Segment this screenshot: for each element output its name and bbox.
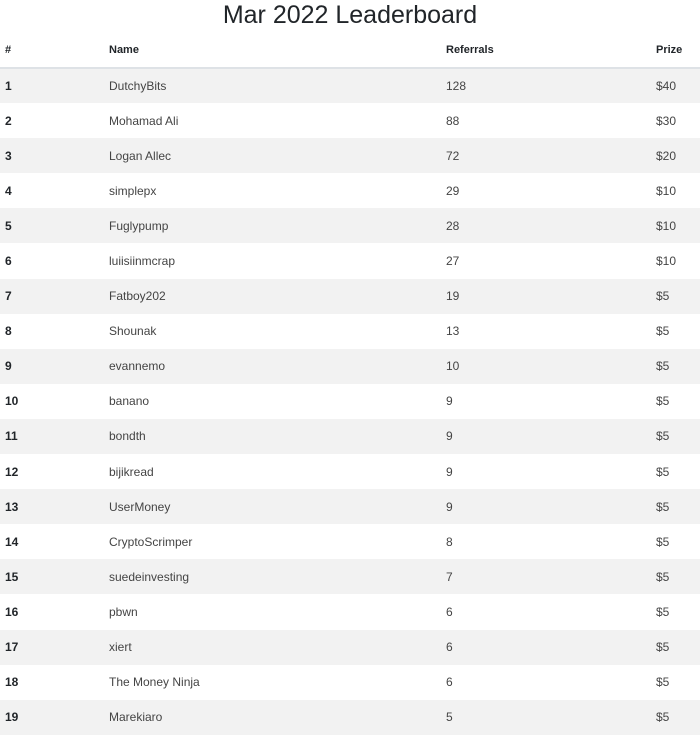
table-row: [0, 384, 700, 419]
table-row: [0, 138, 700, 173]
rank-cell: 5: [5, 218, 12, 233]
table-row: [0, 314, 700, 349]
prize-cell: $5: [656, 710, 670, 725]
referrals-cell: 6: [446, 640, 453, 655]
rank-cell: 10: [5, 394, 19, 409]
table-row: [0, 559, 700, 594]
table-row: [0, 103, 700, 138]
name-cell: suedeinvesting: [109, 569, 190, 584]
name-cell: Marekiaro: [109, 710, 163, 725]
name-cell: evannemo: [109, 359, 166, 374]
rank-cell: 3: [5, 148, 12, 163]
prize-cell: $10: [656, 183, 677, 198]
referrals-cell: 13: [446, 324, 460, 339]
rank-cell: 4: [5, 183, 12, 198]
name-cell: xiert: [109, 640, 132, 655]
rank-cell: 2: [5, 113, 12, 128]
table-row: [0, 594, 700, 629]
table-row: [0, 454, 700, 489]
prize-cell: $40: [656, 79, 677, 94]
prize-cell: $5: [656, 640, 670, 655]
referrals-cell: 72: [446, 148, 460, 163]
name-cell: CryptoScrimper: [109, 534, 193, 549]
referrals-cell: 19: [446, 289, 460, 304]
table-row: [0, 419, 700, 454]
name-cell: The Money Ninja: [109, 675, 200, 690]
prize-cell: $5: [656, 534, 670, 549]
prize-cell: $30: [656, 113, 677, 128]
rank-cell: 6: [5, 254, 12, 269]
prize-cell: $5: [656, 359, 670, 374]
page-title: Mar 2022 Leaderboard: [222, 1, 478, 29]
name-cell: luiisiinmcrap: [109, 254, 176, 269]
name-cell: bondth: [109, 429, 146, 444]
rank-cell: 15: [5, 569, 19, 584]
table-header: [0, 32, 700, 68]
table-row: [0, 489, 700, 524]
prize-cell: $5: [656, 324, 670, 339]
referrals-cell: 7: [446, 569, 453, 584]
column-header-rank: #: [5, 43, 12, 56]
prize-cell: $5: [656, 675, 670, 690]
table-row: [0, 524, 700, 559]
referrals-cell: 88: [446, 113, 460, 128]
prize-cell: $20: [656, 148, 677, 163]
table-row: [0, 173, 700, 208]
prize-cell: $5: [656, 394, 670, 409]
prize-cell: $5: [656, 429, 670, 444]
referrals-cell: 6: [446, 675, 453, 690]
referrals-cell: 10: [446, 359, 460, 374]
column-header-prize: Prize: [656, 43, 683, 56]
referrals-cell: 8: [446, 534, 453, 549]
column-header-referrals: Referrals: [446, 43, 494, 56]
name-cell: Fatboy202: [109, 289, 166, 304]
rank-cell: 8: [5, 324, 12, 339]
table-row: [0, 208, 700, 243]
prize-cell: $5: [656, 499, 670, 514]
table-row: [0, 630, 700, 665]
name-cell: Mohamad Ali: [109, 113, 179, 128]
referrals-cell: 27: [446, 254, 460, 269]
name-cell: Shounak: [109, 324, 157, 339]
name-cell: banano: [109, 394, 150, 409]
rank-cell: 19: [5, 710, 19, 725]
referrals-cell: 6: [446, 604, 453, 619]
name-cell: simplepx: [109, 183, 157, 198]
table-row: [0, 665, 700, 700]
rank-cell: 1: [5, 79, 12, 94]
rank-cell: 11: [5, 429, 18, 444]
header-row: [0, 32, 700, 68]
column-header-name: Name: [109, 43, 139, 56]
prize-cell: $10: [656, 254, 677, 269]
name-cell: Fuglypump: [109, 218, 169, 233]
prize-cell: $5: [656, 604, 670, 619]
rank-cell: 9: [5, 359, 12, 374]
referrals-cell: 9: [446, 499, 453, 514]
prize-cell: $5: [656, 289, 670, 304]
referrals-cell: 9: [446, 394, 453, 409]
table-row: [0, 349, 700, 384]
rank-cell: 17: [5, 640, 19, 655]
leaderboard-table: [0, 32, 700, 735]
rank-cell: 12: [5, 464, 19, 479]
rank-cell: 13: [5, 499, 19, 514]
referrals-cell: 9: [446, 464, 453, 479]
rank-cell: 14: [5, 534, 19, 549]
rank-cell: 16: [5, 604, 19, 619]
table-row: [0, 279, 700, 314]
name-cell: DutchyBits: [109, 79, 167, 94]
rank-cell: 7: [5, 289, 12, 304]
name-cell: pbwn: [109, 604, 138, 619]
table-row: [0, 68, 700, 103]
referrals-cell: 9: [446, 429, 453, 444]
name-cell: UserMoney: [109, 499, 171, 514]
prize-cell: $10: [656, 218, 677, 233]
referrals-cell: 128: [446, 79, 467, 94]
prize-cell: $5: [656, 569, 670, 584]
referrals-cell: 28: [446, 218, 460, 233]
table-body: [0, 68, 700, 735]
prize-cell: $5: [656, 464, 670, 479]
table-row: [0, 243, 700, 278]
rank-cell: 18: [5, 675, 19, 690]
name-cell: Logan Allec: [109, 148, 172, 163]
referrals-cell: 29: [446, 183, 460, 198]
name-cell: bijikread: [109, 464, 154, 479]
referrals-cell: 5: [446, 710, 453, 725]
